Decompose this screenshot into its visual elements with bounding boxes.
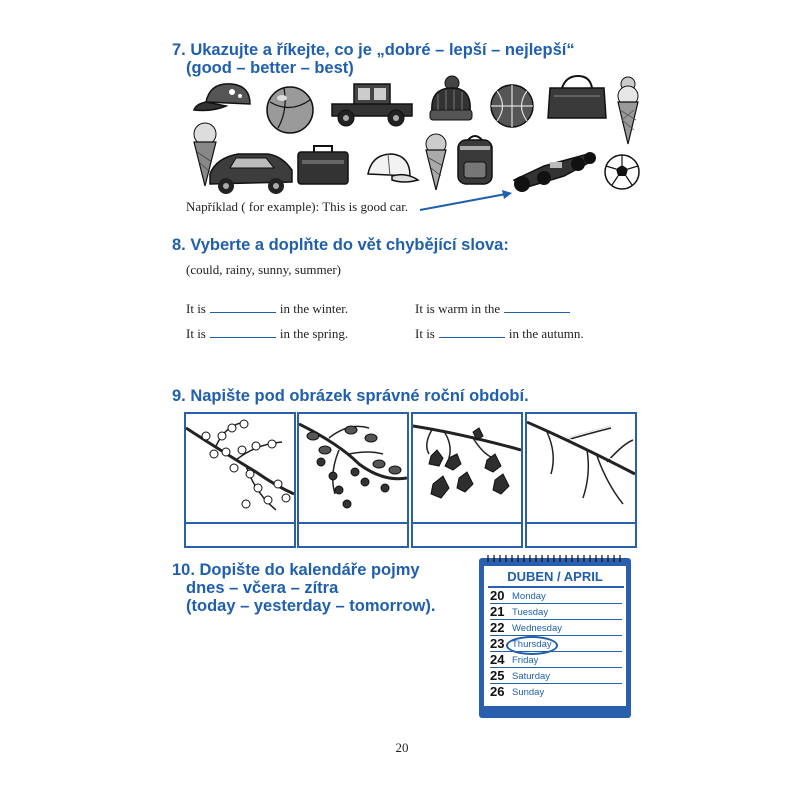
basketball-icon	[488, 82, 536, 130]
calendar-date: 20	[490, 588, 505, 603]
calendar-row-24	[490, 652, 622, 668]
falling-leaves-branch-icon	[413, 414, 521, 522]
ball-icon	[264, 84, 316, 136]
backpack-icon	[452, 132, 498, 188]
calendar-weekday: Sunday	[512, 687, 545, 698]
calendar-binding-icon	[482, 553, 628, 563]
calendar-weekday: Saturday	[512, 671, 551, 682]
briefcase-icon	[294, 142, 352, 188]
page-number: 20	[395, 740, 409, 755]
calendar-row-25	[490, 668, 622, 684]
vintage-car-icon	[326, 80, 416, 128]
sentence-1-start: It is	[186, 301, 206, 316]
winter-hat-icon	[424, 74, 476, 124]
fruit-branch-icon	[299, 414, 407, 522]
calendar-row-22	[490, 620, 622, 636]
calendar-row-26	[490, 684, 622, 700]
handbag-icon	[544, 74, 610, 120]
calendar-weekday: Wednesday	[512, 623, 562, 634]
exercise-7-example: Například ( for example): This is good car.	[186, 199, 409, 214]
arrow-icon	[418, 188, 518, 214]
exercise-8-title: 8. Vyberte a doplňte do vět chybějící slova:	[172, 236, 509, 254]
cap-icon	[192, 78, 258, 118]
calendar-header: DUBEN / APRIL	[507, 569, 603, 584]
calendar-date: 24	[490, 652, 505, 667]
sentence-3-start: It is	[186, 326, 206, 341]
calendar-weekday: Monday	[512, 591, 546, 602]
exercise-10-title: 10. Dopište do kalendáře pojmy	[172, 561, 420, 579]
season-box-summer	[297, 412, 409, 548]
ice-cream-cone-icon	[614, 74, 642, 146]
season-box-winter	[525, 412, 637, 548]
calendar-row-21	[490, 604, 622, 620]
calendar-date: 21	[490, 604, 505, 619]
calendar-date: 26	[490, 684, 505, 699]
sentence-4-start: It is	[415, 326, 435, 341]
blank-4[interactable]	[439, 326, 505, 338]
ice-cream-scoop-icon	[422, 132, 450, 192]
bare-snowy-branch-icon	[527, 414, 635, 522]
calendar-date: 23	[490, 636, 505, 651]
sentence-3-end: in the spring.	[279, 326, 349, 341]
exercise-8-word-bank: (could, rainy, sunny, summer)	[186, 262, 342, 277]
sentence-1-end: in the winter.	[279, 301, 349, 316]
calendar-date: 22	[490, 620, 505, 635]
exercise-10-translation: (today – yesterday – tomorrow).	[186, 597, 436, 615]
exercise-9-title: 9. Napište pod obrázek správné roční období.	[172, 387, 529, 405]
formula-car-icon	[504, 144, 600, 194]
blossom-branch-icon	[186, 414, 294, 522]
exercise-7-title: 7. Ukazujte a říkejte, co je „dobré – lepší – nejlepší“	[172, 41, 575, 59]
sentence-4-end: in the autumn.	[508, 326, 584, 341]
calendar-date: 25	[490, 668, 505, 683]
season-answer-2[interactable]	[299, 522, 407, 546]
season-answer-3[interactable]	[413, 522, 521, 546]
sentence-1	[186, 301, 348, 317]
season-answer-1[interactable]	[186, 522, 294, 546]
season-box-autumn	[411, 412, 523, 548]
blank-3[interactable]	[210, 326, 276, 338]
sentence-3	[186, 326, 348, 342]
blank-1[interactable]	[210, 301, 276, 313]
calendar-row-20	[490, 588, 622, 604]
calendar-weekday: Thursday	[512, 639, 552, 650]
sports-car-icon	[206, 144, 296, 196]
white-cap-icon	[358, 148, 420, 188]
soccer-ball-icon	[602, 152, 642, 192]
sentence-2	[415, 301, 574, 317]
season-answer-4[interactable]	[527, 522, 635, 546]
sentence-2-start: It is warm in the	[415, 301, 501, 316]
exercise-10-terms: dnes – včera – zítra	[186, 579, 339, 597]
sentence-4	[415, 326, 584, 342]
calendar-weekday: Tuesday	[512, 607, 549, 618]
calendar-weekday: Friday	[512, 655, 539, 666]
exercise-7-subtitle: (good – better – best)	[186, 59, 354, 77]
blank-2[interactable]	[504, 301, 570, 313]
season-box-spring	[184, 412, 296, 548]
